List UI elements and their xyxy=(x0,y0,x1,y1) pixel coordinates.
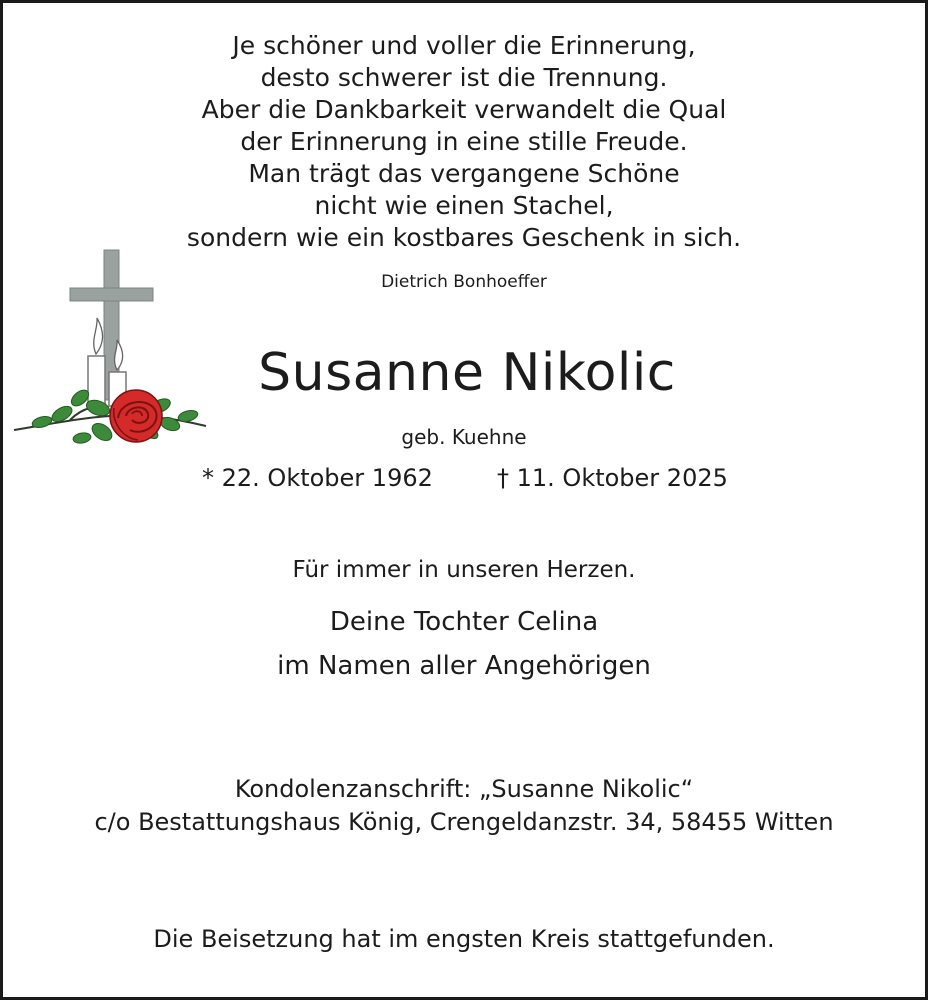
signer-line: im Namen aller Angehörigen xyxy=(277,651,651,681)
condolence-address xyxy=(0,773,928,839)
quote-line: nicht wie einen Stachel, xyxy=(314,191,614,220)
birth-date: * 22. Oktober 1962 xyxy=(202,464,433,492)
quote-author: Dietrich Bonhoeffer xyxy=(381,272,547,292)
quote-line: sondern wie ein kostbares Geschenk in sich. xyxy=(186,223,742,252)
maiden-name: geb. Kuehne xyxy=(401,425,527,449)
quote-line: der Erinnerung in eine stille Freude. xyxy=(240,127,688,156)
death-date: † 11. Oktober 2025 xyxy=(497,464,728,492)
condolence-line: Kondolenzanschrift: „Susanne Nikolic“ xyxy=(234,775,694,803)
signers xyxy=(0,600,928,688)
burial-note: Die Beisetzung hat im engsten Kreis stattgefunden. xyxy=(153,925,775,953)
quote-line: Man trägt das vergangene Schöne xyxy=(248,159,680,188)
memorial-motto: Für immer in unseren Herzen. xyxy=(292,557,636,583)
bonhoeffer-quote xyxy=(0,30,928,254)
quote-line: Je schöner und voller die Erinnerung, xyxy=(232,31,696,60)
quote-line: Aber die Dankbarkeit verwandelt die Qual xyxy=(201,95,727,124)
deceased-name: Susanne Nikolic xyxy=(258,343,676,403)
signer-line: Deine Tochter Celina xyxy=(329,607,599,637)
condolence-line: c/o Bestattungshaus König, Crengeldanzstr. 34, 58455 Witten xyxy=(94,808,834,836)
quote-line: desto schwerer ist die Trennung. xyxy=(260,63,668,92)
